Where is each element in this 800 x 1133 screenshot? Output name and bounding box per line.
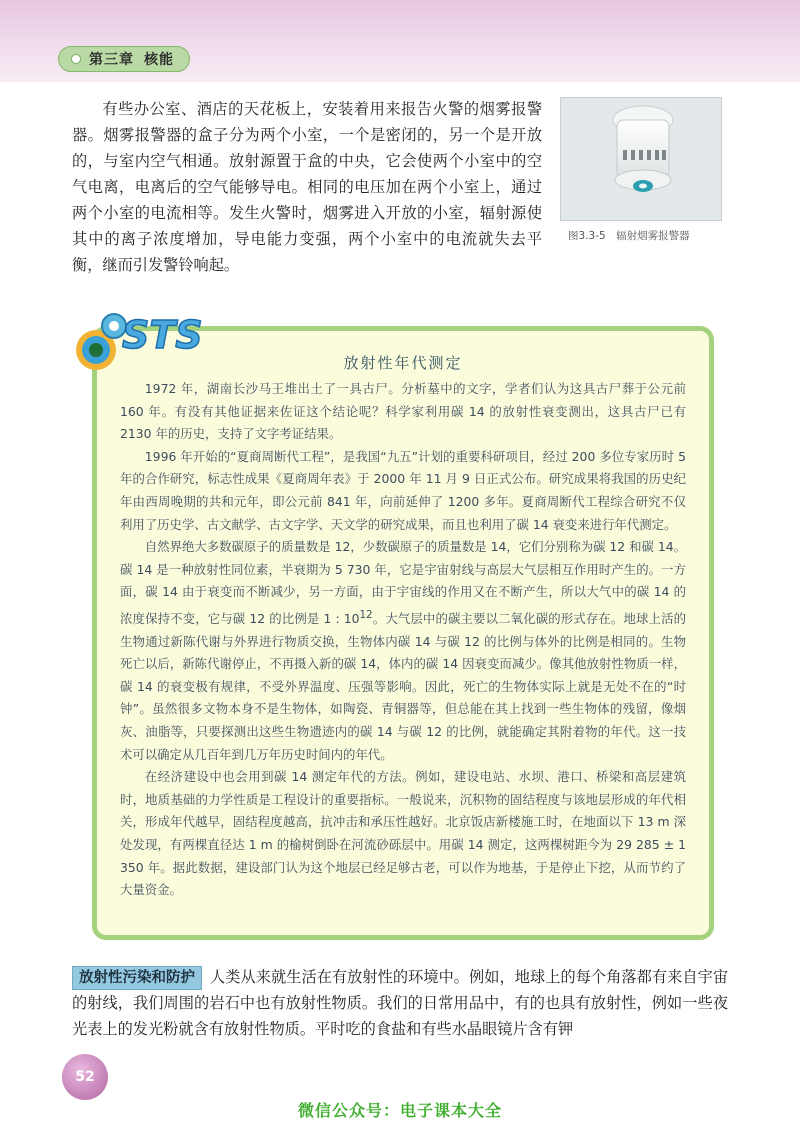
intro-paragraph: 有些办公室、酒店的天花板上，安装着用来报告火警的烟雾报警器。烟雾报警器的盒子分为两个小室，一个是密闭的，另一个是开放的，与室内空气相通。放射源置于盒的中央，它会使两个小室中的空气电离，电离后的空气能够导电。相同的电压加在两个小室上，通过两个小室的电流相等。发生火警时，烟雾进入开放的小室，辐射源使其中的离子浓度增加，导电能力变强，两个小室中的电流就失去平衡，继而引发警铃响起。: [72, 100, 542, 274]
smoke-detector-icon: [561, 98, 721, 220]
watermark: 微信公众号：电子课本大全: [297, 1101, 502, 1120]
sts-paragraph-3-part-a: 自然界绝大多数碳原子的质量数是 12，少数碳原子的质量数是 14，它们分别称为碳 12 和碳 14。碳 14 是一种放射性同位素，半衰期为 5 730 年，它是宇宙射线与高层大气层相互作用时产生的。一方面，碳 14 由于衰变而不断减少，另一方面，由于宇宙线的作用又在不断产生，所以大气中的碳 14 的浓度保持不变，它与碳 12 的比例是 1 : 10: [120, 539, 687, 627]
sts-paragraph-3: [120, 536, 686, 766]
sts-paragraph-4: 在经济建设中也会用到碳 14 测定年代的方法。例如，建设电站、水坝、港口、桥梁和高层建筑时，地质基础的力学性质是工程设计的重要指标。一般说来，沉积物的固结程度与该地层形成的年代相关，形成年代越早，固结程度越高，抗冲击和承压性越好。北京饭店新楼施工时，在地面以下 13 m 深处发现，有两棵直径达 1 m 的榆树倒卧在河流砂砾层中。用碳 14 测定，这两棵树距今为 29 285 ± 1 350 年。据此数据，建设部门认为这个地层已经足够古老，可以作为地基，于是停止下挖，从而节约了大量资金。: [120, 769, 686, 898]
sts-logo-text: STS: [122, 313, 203, 357]
bottom-paragraph: 人类从来就生活在有放射性的环境中。例如，地球上的每个角落都有来自宇宙的射线，我们周围的岩石中也有放射性物质。我们的日常用品中，有的也具有放射性，例如一些夜光表上的发光粉就含有放射性物质。平时吃的食盐和有些水晶眼镜片含有钾: [72, 968, 728, 1038]
figure-caption: 图3.3-5 辐射烟雾报警器: [568, 230, 690, 242]
chapter-number: 第三章: [89, 52, 134, 68]
sts-body: [120, 378, 686, 902]
sts-paragraph-3-part-b: 。大气层中的碳主要以二氧化碳的形式存在。地球上活的生物通过新陈代谢与外界进行物质交换，生物体内碳 14 与碳 12 的比例与体外的比例是相同的。生物死亡以后，新陈代谢停止，不再摄入新的碳 14，体内的碳 14 因衰变而减少。像其他放射性物质一样，碳 14 的衰变极有规律，不受外界温度、压强等影响。因此，死亡的生物体实际上就是无处不在的“时钟”。虽然很多文物本身不是生物体，如陶瓷、青铜器等，但总能在其上找到一些生物体的残留，像烟灰、油脂等，只要探测出这些生物遗迹内的碳 14 与碳 12 的比例，就能确定其附着物的年代。这一技术可以确定从几百年到几万年历史时间内的年代。: [120, 611, 686, 762]
sts-paragraph-2: 1996 年开始的“夏商周断代工程”，是我国“九五”计划的重要科研项目，经过 200 多位专家历时 5 年的合作研究，标志性成果《夏商周年表》于 2000 年 11 月 9 日正式公布。研究成果将我国的历史纪年由西周晚期的共和元年，即公元前 841 年，向前延伸了 1200 多年。夏商周断代工程综合研究不仅利用了历史学、古文献学、古文字学、天文学的研究成果，而且也利用了碳 14 衰变来进行年代测定。: [120, 448, 686, 532]
chapter-title: 核能: [144, 52, 174, 68]
section-label: 放射性污染和防护: [72, 966, 202, 990]
smoke-detector-photo: [560, 97, 722, 221]
sts-title: 放射性年代测定: [343, 354, 463, 372]
bottom-section: [72, 964, 728, 1042]
bullet-icon: [71, 54, 81, 64]
ratio-exponent: 12: [359, 608, 373, 621]
page-number: 52: [62, 1054, 108, 1100]
sts-paragraph-1: 1972 年，湖南长沙马王堆出土了一具古尸。分析墓中的文字，学者们认为这具古尸葬于公元前 160 年。有没有其他证据来佐证这个结论呢？科学家利用碳 14 的放射性衰变测出，这具古尸已有 2130 年的历史，支持了文字考证结果。: [120, 381, 686, 442]
chapter-tab: [58, 46, 190, 72]
